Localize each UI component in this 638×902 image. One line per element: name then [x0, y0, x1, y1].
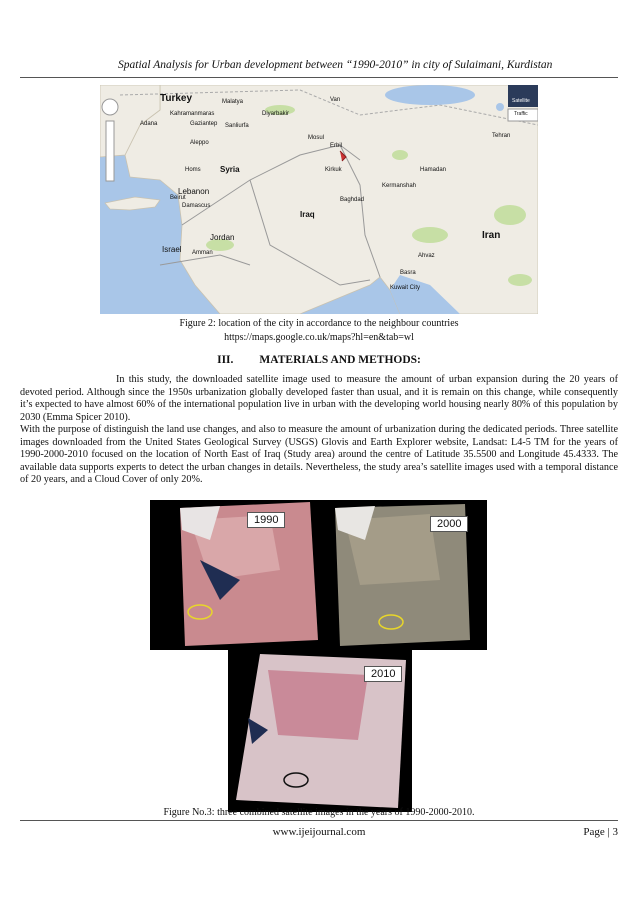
map-city-erbil: Erbil: [330, 143, 343, 149]
location-map[interactable]: [100, 85, 538, 314]
map-city-homs: Homs: [185, 167, 201, 173]
map-city-van: Van: [330, 97, 341, 103]
map-traffic-button[interactable]: Traffic: [514, 111, 528, 117]
satellite-panel-bottom: [228, 650, 412, 812]
map-city-malatya: Malatya: [222, 99, 244, 105]
map-label-iran: Iran: [482, 230, 501, 241]
map-label-lebanon: Lebanon: [178, 187, 210, 196]
map-city-kahramanmaras: Kahramanmaras: [170, 111, 215, 117]
year-label-2010: 2010: [364, 666, 402, 682]
map-city-ahvaz: Ahvaz: [418, 253, 435, 259]
map-city-diyarbakir: Diyarbakir: [262, 111, 290, 117]
map-label-syria: Syria: [220, 165, 240, 174]
map-label-turkey: Turkey: [160, 93, 193, 104]
footer-rule: [20, 820, 618, 821]
map-city-gaziantep: Gaziantep: [190, 121, 218, 127]
map-city-beirut: Beirut: [170, 195, 186, 201]
satellite-panel-top: [150, 500, 487, 650]
section-title: MATERIALS AND METHODS:: [259, 354, 421, 366]
map-label-iraq: Iraq: [300, 210, 315, 219]
year-label-1990: 1990: [247, 512, 285, 528]
map-city-baghdad: Baghdad: [340, 197, 365, 203]
map-city-hamadan: Hamadan: [420, 167, 447, 173]
map-city-tehran: Tehran: [492, 133, 511, 139]
header-rule: [20, 77, 618, 78]
section-number: III.: [217, 354, 234, 366]
map-city-aleppo: Aleppo: [190, 140, 209, 146]
running-header: Spatial Analysis for Urban development between “1990-2010” in city of Sulaimani, Kurdistan: [118, 59, 553, 71]
map-city-basra: Basra: [400, 270, 416, 276]
footer-url: www.ijeijournal.com: [272, 826, 366, 838]
map-label-jordan: Jordan: [210, 233, 235, 242]
paragraph-methods: With the purpose of distinguish the land use changes, and also to measure the amount of urbanization during the dedicated periods. Three satellite images downloaded from the United States Geological Survey (USGS) Glovis and Earth Explorer website, Landsat: L4-5 TM for the years of 1990-2000-2010 focused on the location of North East of Iraq (Study area) around the centre of Latitude 35.5500 and Longitude 45.4333. The available data supports experts to detect the urban changes in details. Nevertheless, the study area’s satellite images used with a temporal distance of 20 years, and a Cloud Cover of only 20%.: [20, 424, 618, 486]
map-city-adana: Adana: [140, 121, 158, 127]
figure2-source-url: https://maps.google.co.uk/maps?hl=en&tab=wl: [224, 332, 414, 343]
map-city-kuwait: Kuwait City: [390, 285, 421, 291]
map-drawing: [100, 85, 538, 314]
map-city-amman: Amman: [192, 250, 213, 256]
map-city-damascus: Damascus: [182, 203, 211, 209]
map-city-mosul: Mosul: [308, 135, 325, 141]
map-city-kermanshah: Kermanshah: [382, 183, 417, 189]
section-heading: [0, 354, 638, 366]
year-label-2000: 2000: [430, 516, 468, 532]
map-satellite-button[interactable]: Satellite: [512, 98, 530, 104]
paragraph-intro: In this study, the downloaded satellite image used to measure the amount of urban expansion during the 20 years of devoted period. Although since the 1950s urbanization globally developed faster than usual, and it is remain on this change, while consequently it’s expected to have almost 60% of the international population live in urban with the developing world housing nearly 80% of this population by 2030 (Emma Spicer 2010).: [20, 374, 618, 423]
map-city-kirkuk: Kirkuk: [325, 167, 342, 173]
figure2-caption: Figure 2: location of the city in accordance to the neighbour countries: [179, 318, 459, 329]
figure3-caption: Figure No.3: three combined satellite images in the years of 1990-2000-2010.: [163, 807, 475, 818]
map-city-sanliurfa: Sanliurfa: [225, 123, 249, 129]
page-number: Page | 3: [583, 826, 618, 838]
map-label-israel: Israel: [162, 245, 182, 254]
